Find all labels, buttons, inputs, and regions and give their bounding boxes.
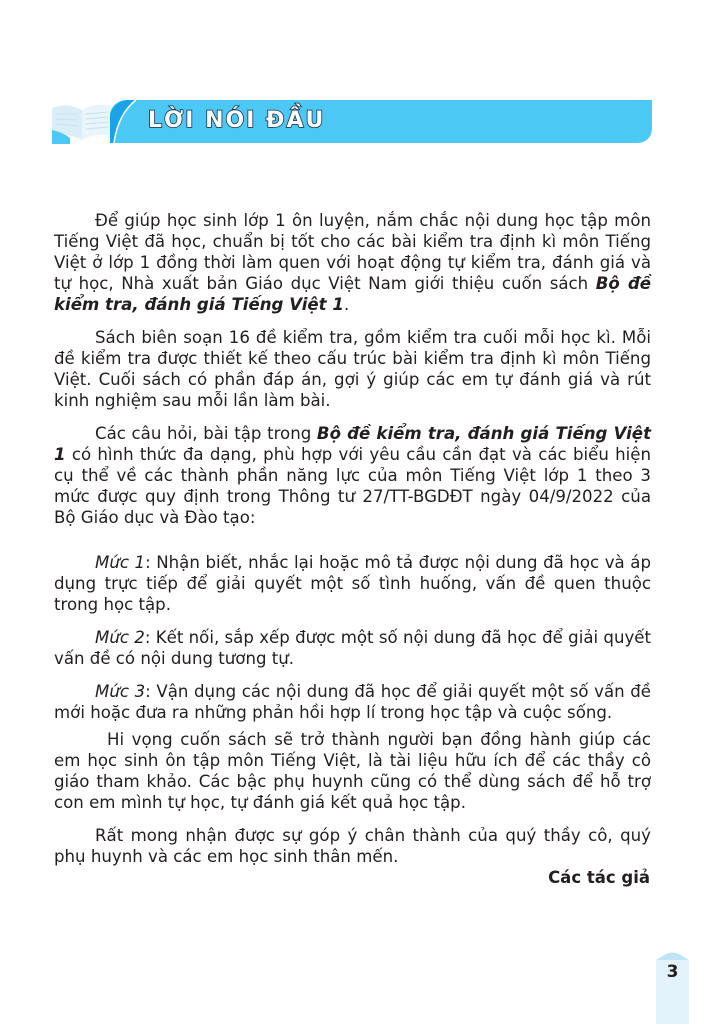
paragraph-level-3: Mức 3: Vận dụng các nội dung đã học để giải quyết một số vấn đề mới hoặc đưa ra những phản hồi hợp lí trong học tập và cuộc sống. [54,682,651,722]
book-title: Bộ đề kiểm tra, đánh giá Tiếng Việt 1 [54,424,651,464]
page-number: 3 [666,962,679,982]
preface-body [54,210,651,879]
paragraph-levels-intro: Các câu hỏi, bài tập trong Bộ đề kiểm tra, đánh giá Tiếng Việt 1 có hình thức đa dạng, phù hợp với yêu cầu cần đạt và các biểu hiện cụ thể về các thành phần năng lực của môn Tiếng Việt lớp 1 theo 3 mức được quy định trong Thông tư 27/TT-BGDĐT ngày 04/9/2022 của Bộ Giáo dục và Đào tạo: [54,424,651,527]
signature: Các tác giả [548,868,650,887]
level-label: Mức 1 [95,553,146,572]
open-book-icon [48,100,114,144]
paragraph-intro: Để giúp học sinh lớp 1 ôn luyện, nắm chắc nội dung học tập môn Tiếng Việt đã học, chuẩn bị tốt cho các bài kiểm tra định kì môn Tiếng Việt ở lớp 1 đồng thời làm quen với hoạt động tự kiểm tra, đánh giá và tự học, Nhà xuất bản Giáo dục Việt Nam giới thiệu cuốn sách Bộ đề kiểm tra, đánh giá Tiếng Việt 1. [54,211,651,314]
section-header [48,98,654,144]
book-title: Bộ đề kiểm tra, đánh giá Tiếng Việt 1 [54,274,651,314]
level-label: Mức 3 [95,682,146,701]
paragraph-hope: Hi vọng cuốn sách sẽ trở thành người bạn đồng hành giúp các em học sinh ôn tập môn Tiếng Việt, là tài liệu hữu ích để các thầy cô giáo tham khảo. Các bậc phụ huynh cũng có thể dùng sách để hỗ trợ con em mình tự học, tự đánh giá kết quả học tập. [54,730,651,812]
title-banner [110,100,652,143]
paragraph-structure: Sách biên soạn 16 đề kiểm tra, gồm kiểm tra cuối mỗi học kì. Mỗi đề kiểm tra được thiết kế theo cấu trúc bài kiểm tra định kì môn Tiếng Việt. Cuối sách có phần đáp án, gợi ý giúp các em tự đánh giá và rút kinh nghiệm sau mỗi lần làm bài. [54,328,651,410]
banner-accent-slice [110,100,136,143]
page-title: LỜI NÓI ĐẦU [148,108,326,133]
paragraph-level-1: Mức 1: Nhận biết, nhắc lại hoặc mô tả được nội dung đã học và áp dụng trực tiếp để giải quyết một số tình huống, vấn đề quen thuộc trong học tập. [54,553,651,614]
paragraph-thanks: Rất mong nhận được sự góp ý chân thành của quý thầy cô, quý phụ huynh và các em học sinh thân mến. [54,826,651,866]
level-label: Mức 2 [95,628,145,647]
tab-notch-icon [656,952,689,960]
paragraph-level-2: Mức 2: Kết nối, sắp xếp được một số nội dung đã học để giải quyết vấn đề có nội dung tương tự. [54,628,651,668]
page-number-tab [656,952,689,1024]
